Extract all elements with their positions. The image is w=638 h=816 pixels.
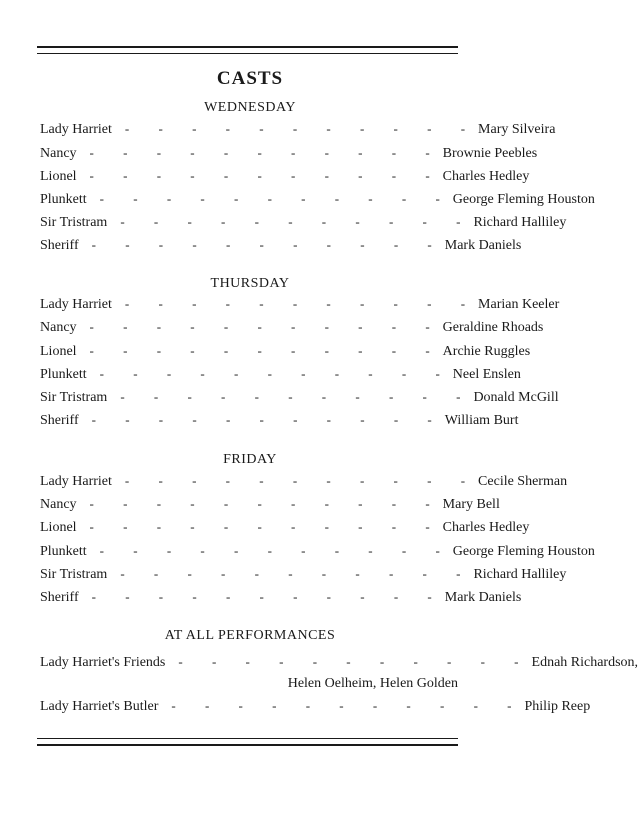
cast-row	[40, 145, 538, 165]
actor-name: Ednah Richardson,	[531, 655, 638, 670]
actor-name-continued: Helen Oelheim, Helen Golden	[287, 676, 458, 691]
dot-leader: - - - - - - - - - - -	[120, 389, 474, 404]
role-name: Sir Tristram	[40, 390, 108, 405]
bottom-rule-thick	[37, 744, 458, 746]
cast-row	[40, 319, 544, 339]
role-name: Sir Tristram	[40, 567, 108, 582]
dot-leader: - - - - - - - - - - -	[124, 473, 479, 488]
actor-name: Mary Silveira	[478, 122, 556, 137]
role-name: Lady Harriet	[40, 297, 112, 312]
actor-name: Mark Daniels	[444, 238, 522, 253]
dot-leader: - - - - - - - - - - -	[89, 145, 443, 160]
actor-name: Mary Bell	[442, 497, 500, 512]
actor-name: Neel Enslen	[452, 367, 521, 382]
section-heading-wednesday: WEDNESDAY	[204, 100, 296, 115]
actor-name: William Burt	[444, 413, 519, 428]
dot-leader: - - - - - - - - - - -	[178, 654, 532, 669]
role-name: Lady Harriet	[40, 122, 112, 137]
actor-name: Archie Ruggles	[442, 344, 531, 359]
role-name: Sir Tristram	[40, 215, 108, 230]
dot-leader: - - - - - - - - - - -	[120, 214, 474, 229]
section-heading-thursday: THURSDAY	[210, 276, 290, 291]
cast-row	[40, 543, 595, 563]
section-heading-friday: FRIDAY	[223, 452, 277, 467]
dot-leader: - - - - - - - - - - -	[89, 343, 443, 358]
dot-leader: - - - - - - - - - - -	[89, 168, 443, 183]
role-name: Sheriff	[40, 590, 79, 605]
cast-row	[40, 296, 560, 316]
actor-name: Charles Hedley	[442, 169, 530, 184]
cast-row	[40, 168, 530, 188]
dot-leader: - - - - - - - - - - -	[124, 121, 479, 136]
actor-name: Geraldine Rhoads	[442, 320, 544, 335]
role-name: Lady Harriet	[40, 474, 112, 489]
role-name: Nancy	[40, 320, 77, 335]
role-name: Plunkett	[40, 367, 87, 382]
cast-row	[40, 566, 567, 586]
cast-row	[40, 698, 591, 718]
actor-name: Donald McGill	[473, 390, 559, 405]
actor-name: Mark Daniels	[444, 590, 522, 605]
section-heading-all-performances: AT ALL PERFORMANCES	[164, 628, 336, 643]
top-rule-thin	[37, 53, 458, 54]
dot-leader: - - - - - - - - - - -	[171, 698, 525, 713]
dot-leader: - - - - - - - - - - -	[91, 412, 445, 427]
role-name: Plunkett	[40, 192, 87, 207]
role-name: Nancy	[40, 497, 77, 512]
dot-leader: - - - - - - - - - - -	[89, 319, 443, 334]
actor-name: Philip Reep	[524, 699, 591, 714]
page-title: CASTS	[216, 68, 284, 89]
cast-row	[40, 366, 521, 386]
cast-row	[40, 214, 567, 234]
dot-leader: - - - - - - - - - - -	[89, 519, 443, 534]
dot-leader: - - - - - - - - - - -	[91, 237, 445, 252]
cast-row	[40, 473, 568, 493]
actor-name: George Fleming Houston	[452, 544, 595, 559]
role-name: Lionel	[40, 169, 77, 184]
bottom-rule-thin	[37, 738, 458, 739]
cast-row	[40, 412, 519, 432]
dot-leader: - - - - - - - - - - -	[120, 566, 474, 581]
role-name: Sheriff	[40, 238, 79, 253]
cast-row	[40, 496, 500, 516]
role-name: Lionel	[40, 520, 77, 535]
actor-name: Charles Hedley	[442, 520, 530, 535]
dot-leader: - - - - - - - - - - -	[89, 496, 443, 511]
role-name: Lady Harriet's Butler	[40, 699, 159, 714]
dot-leader: - - - - - - - - - - -	[99, 366, 453, 381]
cast-row	[40, 237, 522, 257]
role-name: Plunkett	[40, 544, 87, 559]
cast-row	[40, 191, 595, 211]
role-name: Lionel	[40, 344, 77, 359]
dot-leader: - - - - - - - - - - -	[99, 191, 453, 206]
actor-name: Cecile Sherman	[478, 474, 568, 489]
top-rule-thick	[37, 46, 458, 48]
role-name: Sheriff	[40, 413, 79, 428]
cast-row	[40, 389, 559, 409]
cast-row	[40, 519, 530, 539]
actor-name: Richard Halliley	[473, 567, 567, 582]
actor-name: Richard Halliley	[473, 215, 567, 230]
dot-leader: - - - - - - - - - - -	[99, 543, 453, 558]
cast-row	[40, 589, 522, 609]
role-name: Lady Harriet's Friends	[40, 655, 166, 670]
actor-name: George Fleming Houston	[452, 192, 595, 207]
dot-leader: - - - - - - - - - - -	[124, 296, 479, 311]
actor-name: Brownie Peebles	[442, 146, 538, 161]
actor-name: Marian Keeler	[478, 297, 560, 312]
cast-row	[40, 343, 531, 363]
role-name: Nancy	[40, 146, 77, 161]
dot-leader: - - - - - - - - - - -	[91, 589, 445, 604]
cast-row	[40, 654, 638, 674]
cast-row	[40, 121, 556, 141]
